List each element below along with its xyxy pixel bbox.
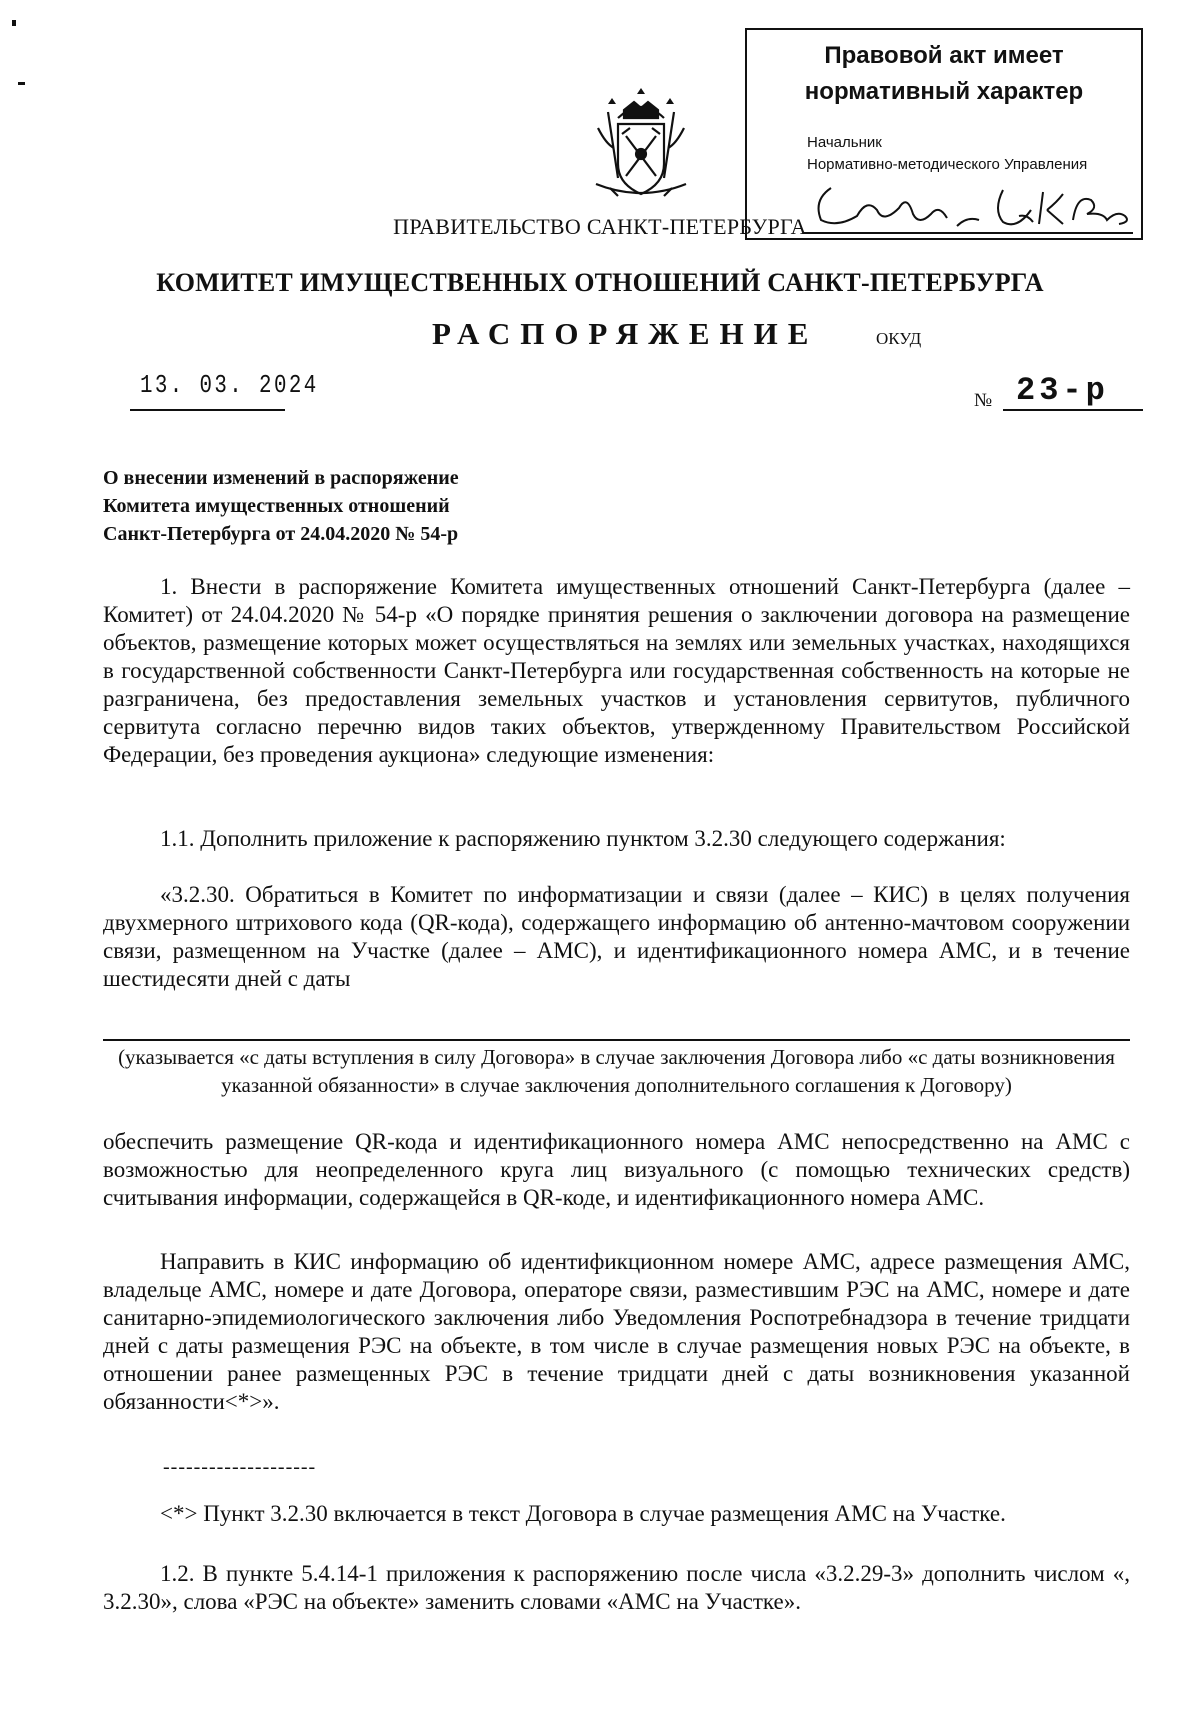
scan-mark (18, 82, 25, 85)
paragraph-send-info: Направить в КИС информацию об идентификционном номере АМС, адресе размещения АМС, владельце АМС, номере и дате Договора, операторе связи, разместившим РЭС на АМС, номере и дате санитарно-эпидемиологического заключения либо Уведомления Роспотребнадзора в течение тридцати дней с даты размещения РЭС на объекте, в том числе в случае размещения новых РЭС на объекте, в отношении ранее размещенных РЭС в течение тридцати дней с даты возникновения указанной обязанности<*>». (103, 1249, 1130, 1414)
paragraph-3-2-30: «3.2.30. Обратиться в Комитет по информатизации и связи (далее – КИС) в целях получения двухмерного штрихового кода (QR-кода), содержащего информацию об антенно-мачтовом сооружении связи, размещенном на Участке (далее – АМС), и идентификационного номера АМС, и в течение шестидесяти дней с даты (103, 882, 1130, 991)
stamp-line-2: нормативный характер (804, 78, 1084, 105)
scan-mark (12, 20, 16, 26)
government-title: ПРАВИТЕЛЬСТВО САНКТ-ПЕТЕРБУРГА (393, 214, 807, 239)
number-underline (1003, 409, 1143, 411)
document-date: 13. 03. 2024 (140, 370, 319, 400)
paragraph-1-2: 1.2. В пункте 5.4.14-1 приложения к распоряжению после числа «3.2.29-3» дополнить числом «, 3.2.30», слова «РЭС на объекте» заменить словами «АМС на Участке». (103, 1561, 1130, 1614)
date-underline (130, 409, 285, 411)
section-divider (103, 1039, 1130, 1041)
legal-act-stamp (745, 28, 1143, 240)
subject-line-1: О внесении изменений в распоряжение (103, 467, 459, 489)
footnote-instruction: (указывается «с даты вступления в силу Договора» в случае заключения Договора либо «с даты возникновения указанной обязанности» в случае заключения дополнительного соглашения к Договору) (118, 1045, 1115, 1097)
paragraph-1-1: 1.1. Дополнить приложение к распоряжению пунктом 3.2.30 следующего содержания: (160, 826, 1006, 851)
number-label: № (974, 390, 993, 411)
document-type: РАСПОРЯЖЕНИЕ (432, 316, 819, 351)
okud-label: ОКУД (876, 329, 922, 348)
footnote-text: <*> Пункт 3.2.30 включается в текст Договора в случае размещения АМС на Участке. (160, 1501, 1006, 1526)
paragraph-1: 1. Внести в распоряжение Комитета имущественных отношений Санкт-Петербурга (далее – Комитет) от 24.04.2020 № 54-р «О порядке принятия решения о заключении договора на размещение объектов, размещение которых может осуществляться на землях или земельных участках, находящихся в государственной собственности Санкт-Петербурга или государственная собственность на которые не разграничена, без предоставления земельных участков и установления сервитутов, публичного сервитута согласно перечню видов таких объектов, утвержденному Правительством Российской Федерации, без проведения аукциона» следующие изменения: (103, 574, 1130, 767)
paragraph-continuation: обеспечить размещение QR-кода и идентификационного номера АМС непосредственно на АМС с возможностью для неопределенного круга лиц визуального (с помощью технических средств) считывания информации, содержащейся в QR-коде, и идентификационного номера АМС. (103, 1129, 1130, 1210)
committee-title: КОМИТЕТ ИМУЩЕСТВЕННЫХ ОТНОШЕНИЙ САНКТ-ПЕТЕРБУРГА (156, 268, 1044, 297)
subject-line-2: Комитета имущественных отношений (103, 495, 450, 517)
footnote-separator: -------------------- (163, 1456, 317, 1478)
document-subject (103, 464, 703, 548)
document-number: 23-р (1016, 372, 1109, 409)
subject-line-3: Санкт-Петербурга от 24.04.2020 № 54-р (103, 523, 459, 545)
stamp-position: Начальник (807, 134, 882, 151)
coat-of-arms-emblem (588, 88, 694, 202)
stamp-department: Нормативно-методического Управления (807, 156, 1088, 173)
stamp-line-1: Правовой акт имеет (824, 42, 1064, 69)
